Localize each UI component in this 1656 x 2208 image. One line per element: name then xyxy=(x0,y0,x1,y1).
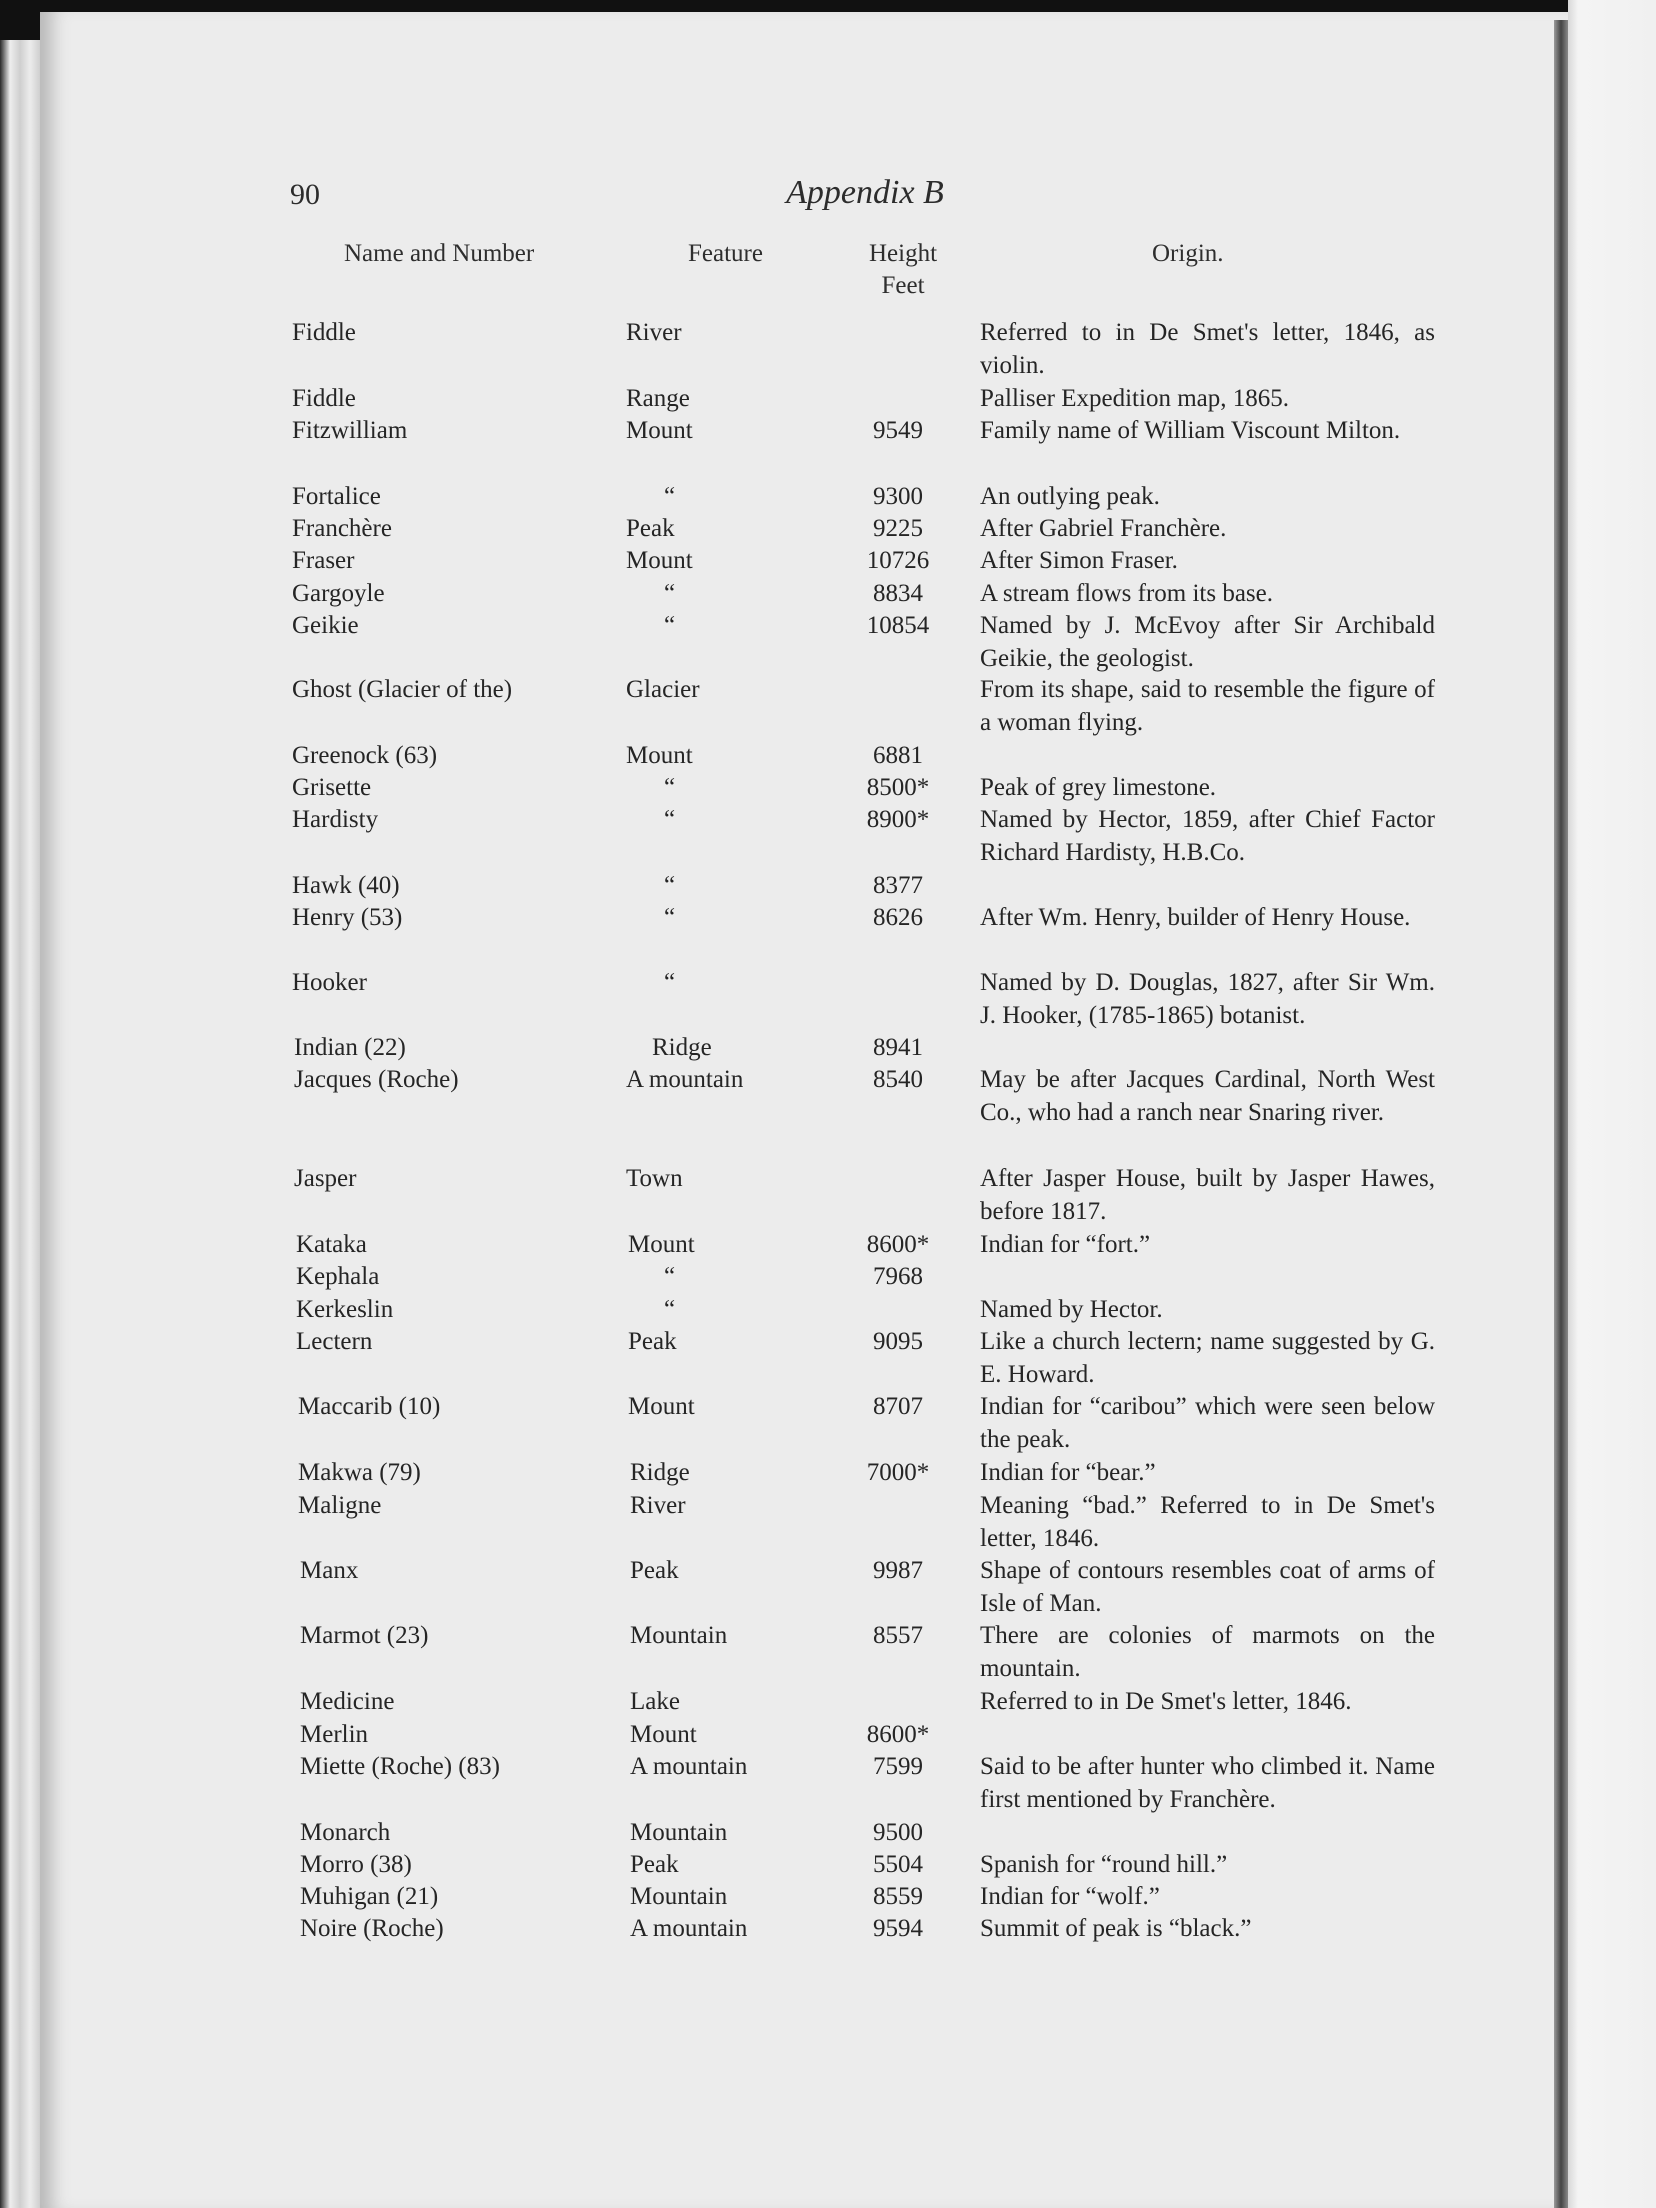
feature-type: Mountain xyxy=(630,1883,728,1910)
place-name: Merlin xyxy=(300,1721,369,1748)
feature-type: “ xyxy=(664,806,676,833)
feature-type: “ xyxy=(664,580,676,607)
height-feet: 8557 xyxy=(873,1622,923,1649)
origin-note: Meaning “bad.” Referred to in De Smet's letter, 1846. xyxy=(980,1492,1435,1552)
origin-note: Indian for “bear.” xyxy=(980,1459,1156,1486)
height-feet: 7968 xyxy=(873,1263,923,1290)
place-name: Hawk (40) xyxy=(292,872,400,899)
origin-note: After Simon Fraser. xyxy=(980,547,1178,574)
height-feet: 8941 xyxy=(873,1034,923,1061)
place-name: Kataka xyxy=(296,1231,367,1258)
height-feet: 8900* xyxy=(866,806,930,833)
height-feet: 9594 xyxy=(873,1915,923,1942)
origin-note: Indian for “caribou” which were seen below the peak. xyxy=(980,1393,1435,1453)
feature-type: “ xyxy=(664,904,676,931)
place-name: Miette (Roche) (83) xyxy=(300,1753,500,1780)
running-head: Appendix B xyxy=(786,174,944,211)
feature-type: Mountain xyxy=(630,1819,728,1846)
place-name: Fitzwilliam xyxy=(292,417,408,444)
height-feet: 8707 xyxy=(873,1393,923,1420)
height-feet: 9500 xyxy=(873,1819,923,1846)
origin-note: There are colonies of marmots on the mountain. xyxy=(980,1622,1435,1682)
place-name: Grisette xyxy=(292,774,372,801)
feature-type: “ xyxy=(664,969,676,996)
feature-type: Glacier xyxy=(626,676,700,703)
origin-note: Peak of grey limestone. xyxy=(980,774,1217,801)
place-name: Kephala xyxy=(296,1263,380,1290)
origin-note: Spanish for “round hill.” xyxy=(980,1851,1228,1878)
feature-type: Mount xyxy=(626,417,693,444)
origin-note: Named by Hector, 1859, after Chief Factor Richard Hardisty, H.B.Co. xyxy=(980,806,1435,866)
place-name: Fortalice xyxy=(292,483,381,510)
place-name: Greenock (63) xyxy=(292,742,438,769)
feature-type: “ xyxy=(664,872,676,899)
feature-type: Ridge xyxy=(652,1034,712,1061)
feature-type: Peak xyxy=(628,1328,677,1355)
origin-note: From its shape, said to resemble the figure of a woman flying. xyxy=(980,676,1435,736)
origin-note: Referred to in De Smet's letter, 1846. xyxy=(980,1688,1352,1715)
origin-note: Referred to in De Smet's letter, 1846, as violin. xyxy=(980,319,1435,379)
page-number: 90 xyxy=(290,178,320,211)
origin-note: After Jasper House, built by Jasper Hawes, before 1817. xyxy=(980,1165,1435,1225)
place-name: Kerkeslin xyxy=(296,1296,394,1323)
place-name: Manx xyxy=(300,1557,359,1584)
feature-type: River xyxy=(630,1492,686,1519)
height-feet: 9095 xyxy=(873,1328,923,1355)
feature-type: Mount xyxy=(628,1393,695,1420)
feature-type: Peak xyxy=(630,1557,679,1584)
height-feet: 9225 xyxy=(873,515,923,542)
feature-type: Mountain xyxy=(630,1622,728,1649)
place-name: Hooker xyxy=(292,969,367,996)
feature-type: Peak xyxy=(630,1851,679,1878)
height-feet: 10726 xyxy=(866,547,930,574)
feature-type: River xyxy=(626,319,682,346)
feature-type: Ridge xyxy=(630,1459,690,1486)
place-name: Maccarib (10) xyxy=(298,1393,441,1420)
origin-note: Summit of peak is “black.” xyxy=(980,1915,1252,1942)
feature-type: “ xyxy=(664,1296,676,1323)
feature-type: “ xyxy=(664,774,676,801)
place-name: Morro (38) xyxy=(300,1851,412,1878)
place-name: Jasper xyxy=(294,1165,357,1192)
place-name: Henry (53) xyxy=(292,904,403,931)
place-name: Monarch xyxy=(300,1819,391,1846)
origin-note: Shape of contours resembles coat of arms of Isle of Man. xyxy=(980,1557,1435,1617)
height-feet: 9300 xyxy=(873,483,923,510)
feature-type: A mountain xyxy=(630,1915,748,1942)
origin-note: Named by D. Douglas, 1827, after Sir Wm. J. Hooker, (1785-1865) botanist. xyxy=(980,969,1435,1029)
place-name: Medicine xyxy=(300,1688,395,1715)
height-feet: 6881 xyxy=(873,742,923,769)
place-name: Geikie xyxy=(292,612,359,639)
origin-note: Named by Hector. xyxy=(980,1296,1163,1323)
place-name: Marmot (23) xyxy=(300,1622,429,1649)
place-name: Muhigan (21) xyxy=(300,1883,439,1910)
feature-type: Mount xyxy=(628,1231,695,1258)
feature-type: Lake xyxy=(630,1688,680,1715)
place-name: Franchère xyxy=(292,515,392,542)
feature-type: Mount xyxy=(626,547,693,574)
origin-note: Indian for “fort.” xyxy=(980,1231,1151,1258)
place-name: Indian (22) xyxy=(294,1034,406,1061)
feature-type: “ xyxy=(664,612,676,639)
origin-note: Named by J. McEvoy after Sir Archibald Geikie, the geologist. xyxy=(980,612,1435,672)
height-feet: 7000* xyxy=(866,1459,930,1486)
place-name: Makwa (79) xyxy=(298,1459,421,1486)
column-header-origin: Origin. xyxy=(1152,240,1224,267)
height-feet: 8559 xyxy=(873,1883,923,1910)
origin-note: May be after Jacques Cardinal, North West Co., who had a ranch near Snaring river. xyxy=(980,1066,1435,1126)
origin-note: After Gabriel Franchère. xyxy=(980,515,1227,542)
height-feet: 8377 xyxy=(873,872,923,899)
place-name: Hardisty xyxy=(292,806,379,833)
origin-note: Indian for “wolf.” xyxy=(980,1883,1160,1910)
origin-note: An outlying peak. xyxy=(980,483,1160,510)
origin-note: After Wm. Henry, builder of Henry House. xyxy=(980,904,1411,931)
place-name: Noire (Roche) xyxy=(300,1915,444,1942)
origin-note: Like a church lectern; name suggested by G. E. Howard. xyxy=(980,1328,1435,1388)
place-name: Fraser xyxy=(292,547,355,574)
feature-type: Range xyxy=(626,385,690,412)
column-header-height: Height Feet xyxy=(868,240,938,299)
height-feet: 9987 xyxy=(873,1557,923,1584)
origin-note: A stream flows from its base. xyxy=(980,580,1274,607)
height-feet: 8600* xyxy=(866,1721,930,1748)
height-feet: 10854 xyxy=(866,612,930,639)
height-feet: 5504 xyxy=(873,1851,923,1878)
place-name: Gargoyle xyxy=(292,580,385,607)
feature-type: Peak xyxy=(626,515,675,542)
feature-type: “ xyxy=(664,1263,676,1290)
height-feet: 9549 xyxy=(873,417,923,444)
place-name: Lectern xyxy=(296,1328,373,1355)
place-name: Ghost (Glacier of the) xyxy=(292,676,513,703)
feature-type: Town xyxy=(626,1165,683,1192)
feature-type: “ xyxy=(664,483,676,510)
height-feet: 8500* xyxy=(866,774,930,801)
height-feet: 8600* xyxy=(866,1231,930,1258)
origin-note: Palliser Expedition map, 1865. xyxy=(980,385,1289,412)
column-header-feature: Feature xyxy=(688,240,763,267)
feature-type: A mountain xyxy=(626,1066,744,1093)
height-feet: 8626 xyxy=(873,904,923,931)
height-feet: 7599 xyxy=(873,1753,923,1780)
place-name: Jacques (Roche) xyxy=(294,1066,459,1093)
height-feet: 8834 xyxy=(873,580,923,607)
feature-type: Mount xyxy=(626,742,693,769)
height-feet: 8540 xyxy=(873,1066,923,1093)
place-name: Fiddle xyxy=(292,385,356,412)
origin-note: Said to be after hunter who climbed it. Name first mentioned by Franchère. xyxy=(980,1753,1435,1813)
feature-type: A mountain xyxy=(630,1753,748,1780)
feature-type: Mount xyxy=(630,1721,697,1748)
column-header-name: Name and Number xyxy=(344,240,535,267)
origin-note: Family name of William Viscount Milton. xyxy=(980,417,1401,444)
place-name: Maligne xyxy=(298,1492,382,1519)
place-name: Fiddle xyxy=(292,319,356,346)
